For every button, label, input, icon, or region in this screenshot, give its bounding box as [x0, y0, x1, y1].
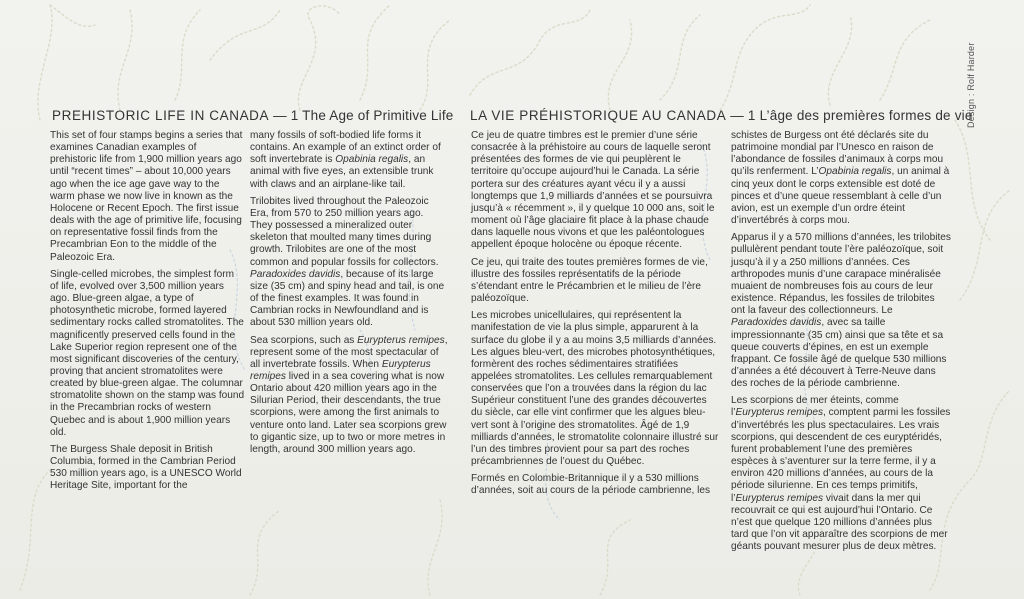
english-intro-paragraph: This set of four stamps begins a series that examines Canadian examples of prehistoric life from 1,900 million years ago until “recent times” – about 10,000 years ago when the ice age gave way to the warm phase we now live in known as the Holocene or Recent Epoch. The first issue deals with the age of primitive life, focusing on representative fossil finds from the Precambrian Eon to the middle of the Paleozoic Era.: [50, 130, 243, 263]
french-intro-paragraph: Ce jeu de quatre timbres est le premier d’une série consacrée à la préhistoire au cours de laquelle seront présentées des formes de vie qui peuplèrent le territoire qu’occupe aujourd’hui le Canada. La série portera sur des créatures ayant vécu il y a aussi longtemps que 1,9 milliards d’années et se poursuivra jusqu’à « récemment », il y quelque 10 000 ans, soit le moment où l’âge glaciaire fit place à la phase chaude dans laquelle nous vivons et que les paléontologues appellent époque holocène ou époque récente.: [471, 130, 715, 251]
french-heading-subtitle: L’âge des premières formes de vie: [759, 108, 973, 123]
english-microbes-paragraph: Single-celled microbes, the simplest form of life, evolved over 3,500 million years ago. Blue-green algae, a type of photosynthetic microbe, formed layered sedimentary rocks called stromatolites. The magnificently preserved cells found in the Lake Superior region represent one of the most significant discoveries of the century, proving that ancient stromatolites were created by blue-green algae. The columnar stromatolite shown on the stamp was found in the Precambrian rocks of western Quebec and is about 1,900 million years old.: [50, 268, 245, 438]
french-microbes-paragraph: Les microbes unicellulaires, qui représentent la manifestation de vie la plus simple, apparurent à la surface du globe il y a au moins 3,5 milliards d’années. Les algues bleu-vert, des microbes photosynthétiques, formèrent des roches sédimentaires stratifiées appelées stromatolites. Les cellules remarquablement conservées que l’on a trouvées dans la région du lac Supérieur constituent l’une des grandes découvertes du siècle, car elle vint confirmer que les algues bleu-vert sont à l’origine des stromatolites. Âgé de 1,9 milliards d’années, le stromatolite colonnaire illustré sur l’un des timbres provient pour sa part des roches précambriennes de l’ouest du Québec.: [471, 310, 719, 468]
english-column-1: [50, 130, 245, 498]
english-heading-title: PREHISTORIC LIFE IN CANADA: [52, 108, 270, 123]
french-opabinia-paragraph: schistes de Burgess ont été déclarés site du patrimoine mondial par l’Unesco en raison de l’abondance de fossiles d’animaux à corps mou qu’ils renferment. L’Opabinia regalis, un animal à cinq yeux dont le corps extensible est doté de pinces et d’une queue ressemblant à celle d’un avion, est un exemple d’un ordre éteint d’invertébrés à corps mou.: [731, 130, 950, 227]
english-burgess-paragraph: The Burgess Shale deposit in British Columbia, formed in the Cambrian Period 530 million years ago, is a UNESCO World Heritage Site, important for the: [50, 443, 242, 492]
english-heading-subtitle: The Age of Primitive Life: [302, 108, 454, 123]
french-primitive-life-paragraph: Ce jeu, qui traite des toutes premières formes de vie, illustre des fossiles représentatifs de la période s’étendant entre le Précambrien et le milieu de l’ère paléozoïque.: [471, 256, 708, 305]
french-heading-title: LA VIE PRÉHISTORIQUE AU CANADA: [470, 108, 727, 123]
english-trilobites-paragraph: Trilobites lived throughout the Paleozoic Era, from 570 to 250 million years ago. They possessed a mineralized outer skeleton that moulted many times during growth. Trilobites are one of the most common and popular fossils for collectors. Paradoxides davidis, because of its large size (35 cm) and spiny head and tail, is one of the finest examples. It was found in Cambrian rocks in Newfoundland and is about 530 million years old.: [250, 195, 445, 329]
english-column-2: [250, 130, 448, 461]
french-heading: [470, 108, 973, 123]
french-burgess-paragraph: Formés en Colombie-Britannique il y a 530 millions d’années, soit au cours de la période cambrienne, les: [471, 473, 711, 497]
french-column-1: [471, 130, 719, 503]
english-heading: [52, 108, 454, 123]
french-sea-scorpions-paragraph: Les scorpions de mer éteints, comme l’Eurypterus remipes, comptent parmi les fossiles d’invertébrés les plus spectaculaires. Les vrais scorpions, qui descendent de ces euryptéridés, furent probablement l’une des premières espèces à s’aventurer sur la terre ferme, il y a environ 420 millions d’années, au cours de la période silurienne. En ces temps primitifs, l’Eurypterus remipes vivait dans la mer qui recouvrait ce qui est aujourd’hui l’Ontario. Ce n’est que quelque 120 millions d’années plus tard que l’on vit apparaître des scorpions de mer géants pouvant mesurer plus de deux mètres.: [731, 395, 951, 553]
french-trilobites-paragraph: Apparus il y a 570 millions d’années, les trilobites pullulèrent pendant toute l’ère paléozoïque, soit jusqu’à il y a 250 millions d’années. Ces arthropodes munis d’une carapace minéralisée muaient de nombreuses fois au cours de leur existence. Répandus, les fossiles de trilobites ont la faveur des collectionneurs. Le Paradoxides davidis, avec sa taille impressionnante (35 cm) ainsi que sa tête et sa queue couverts d’épines, en est un exemple frappant. Ce fossile âgé de quelque 530 millions d’années a été découvert à Terre-Neuve dans des roches de la période cambrienne.: [731, 232, 951, 390]
french-heading-number: — 1: [730, 108, 756, 123]
english-opabinia-paragraph: many fossils of soft-bodied life forms it contains. An example of an extinct order of soft invertebrate is Opabinia regalis, an animal with five eyes, an extensible trunk with claws and an airplane-like tail.: [250, 130, 441, 190]
design-credit: Design : Rolf Harder: [966, 42, 976, 128]
english-heading-number: — 1: [273, 108, 299, 123]
english-sea-scorpions-paragraph: Sea scorpions, such as Eurypterus remipes, represent some of the most spectacular of all invertebrate fossils. When Eurypterus remipes lived in a sea covering what is now Ontario about 420 million years ago in the Silurian Period, their descendants, the true scorpions, were among the first animals to venture onto land. Later sea scorpions grew to gigantic size, up to two or more metres in length, around 300 million years ago.: [250, 334, 448, 455]
french-column-2: [731, 130, 951, 558]
